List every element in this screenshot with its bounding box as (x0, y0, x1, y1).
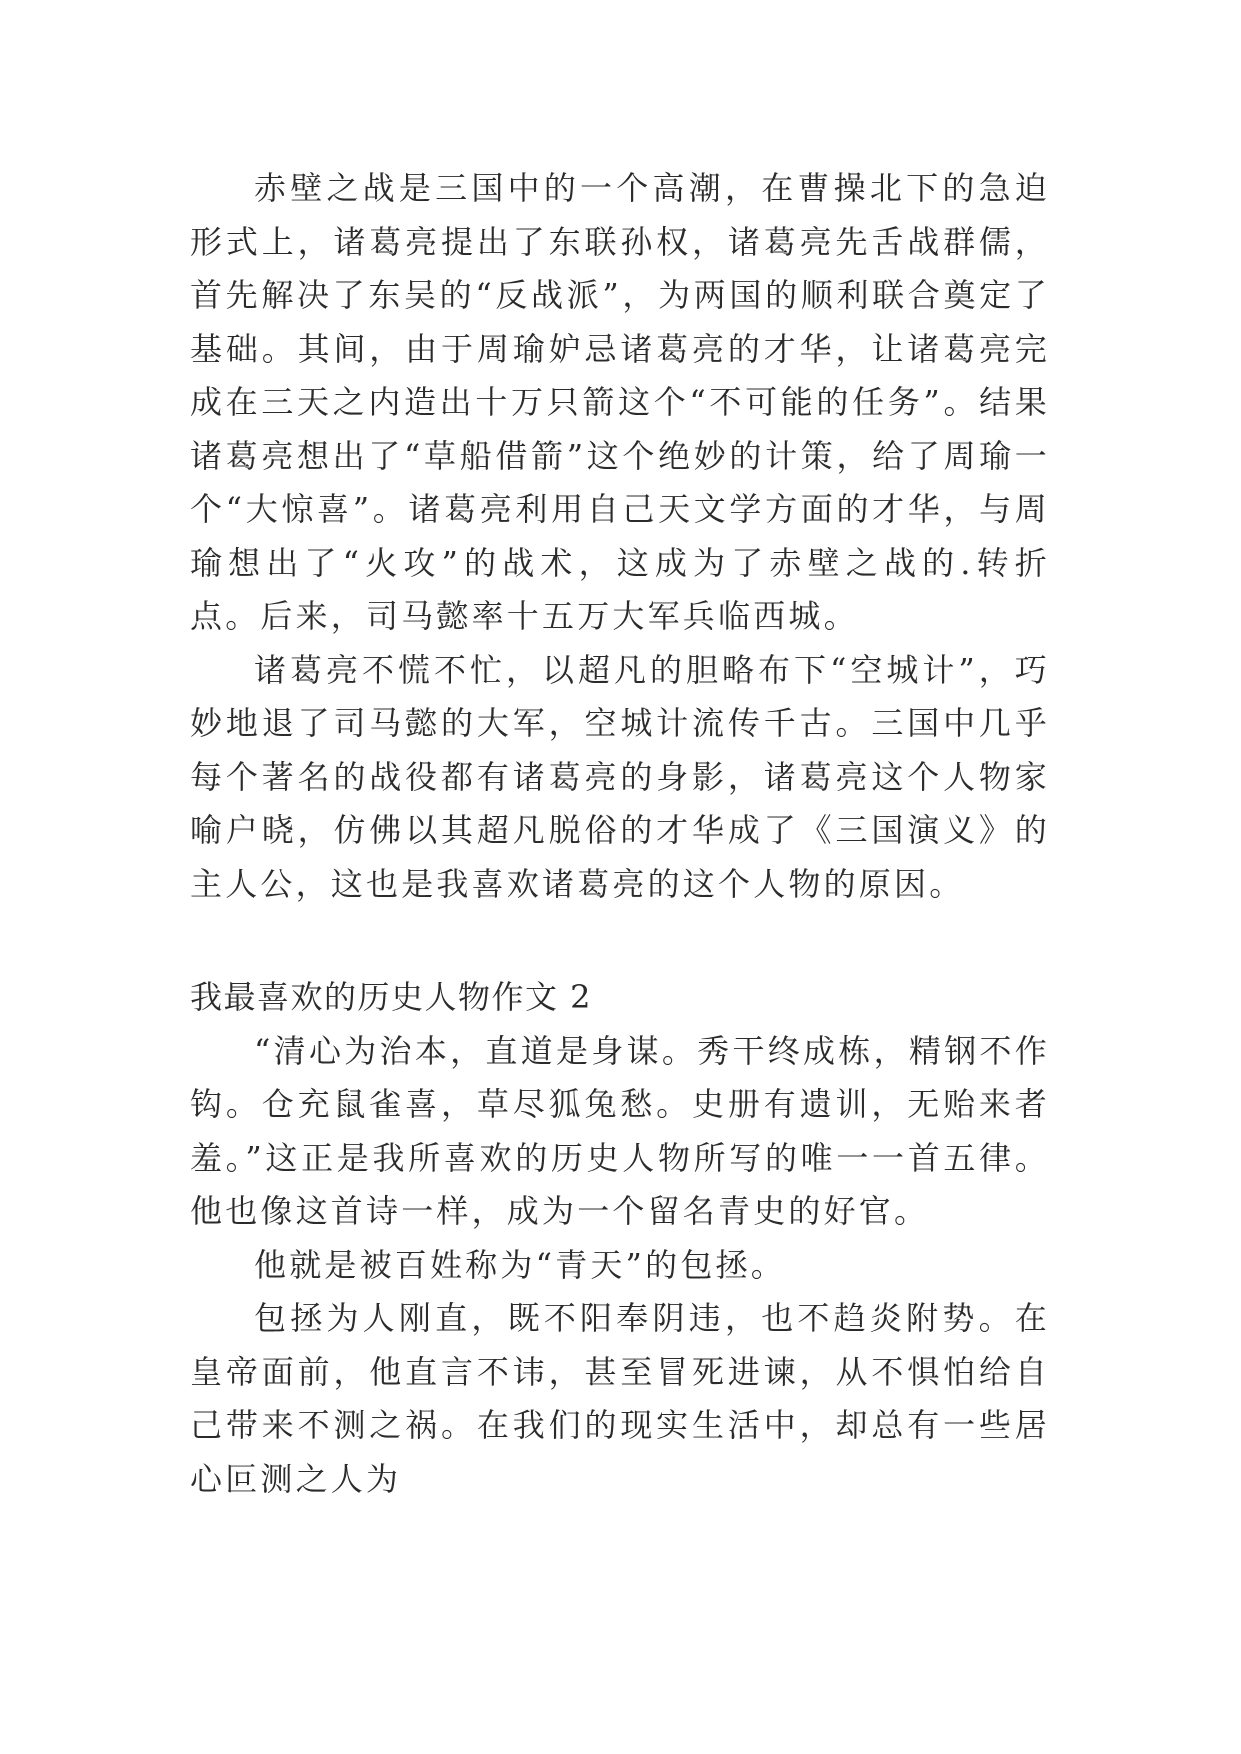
paragraph-chibi: 赤壁之战是三国中的一个高潮，在曹操北下的急迫形式上，诸葛亮提出了东联孙权，诸葛亮先舌战群儒，首先解决了东吴的“反战派”，为两国的顺利联合奠定了基础。其间，由于周瑜妒忌诸葛亮的才华，让诸葛亮完成在三天之内造出十万只箭这个“不可能的任务”。结果诸葛亮想出了“草船借箭”这个绝妙的计策，给了周瑜一个“大惊喜”。诸葛亮利用自己天文学方面的才华，与周瑜想出了“火攻”的战术，这成为了赤壁之战的.转折点。后来，司马懿率十五万大军兵临西城。 (190, 169, 1050, 635)
section-gap (190, 911, 1050, 971)
paragraph-baozheng-intro: 他就是被百姓称为“青天”的包拯。 (254, 1245, 786, 1284)
section-heading: 我最喜欢的历史人物作文 2 (190, 978, 593, 1016)
document-page (190, 162, 1050, 1506)
paragraph-baozheng-character: 包拯为人刚直，既不阳奉阴违，也不趋炎附势。在皇帝面前，他直言不讳，甚至冒死进谏，从不惧怕给自己带来不测之祸。在我们的现实生活中，却总有一些居心叵测之人为 (190, 1299, 1050, 1498)
paragraph-poem: “清心为治本，直道是身谋。秀干终成栋，精钢不作钩。仓充鼠雀喜，草尽狐兔愁。史册有遗训，无贻来者羞。”这正是我所喜欢的历史人物所写的唯一一首五律。他也像这首诗一样，成为一个留名青史的好官。 (190, 1031, 1050, 1230)
paragraph-empty-city: 诸葛亮不慌不忙，以超凡的胆略布下“空城计”，巧妙地退了司马懿的大军，空城计流传千古。三国中几乎每个著名的战役都有诸葛亮的身影，诸葛亮这个人物家喻户晓，仿佛以其超凡脱俗的才华成了《三国演义》的主人公，这也是我喜欢诸葛亮的这个人物的原因。 (190, 650, 1050, 903)
